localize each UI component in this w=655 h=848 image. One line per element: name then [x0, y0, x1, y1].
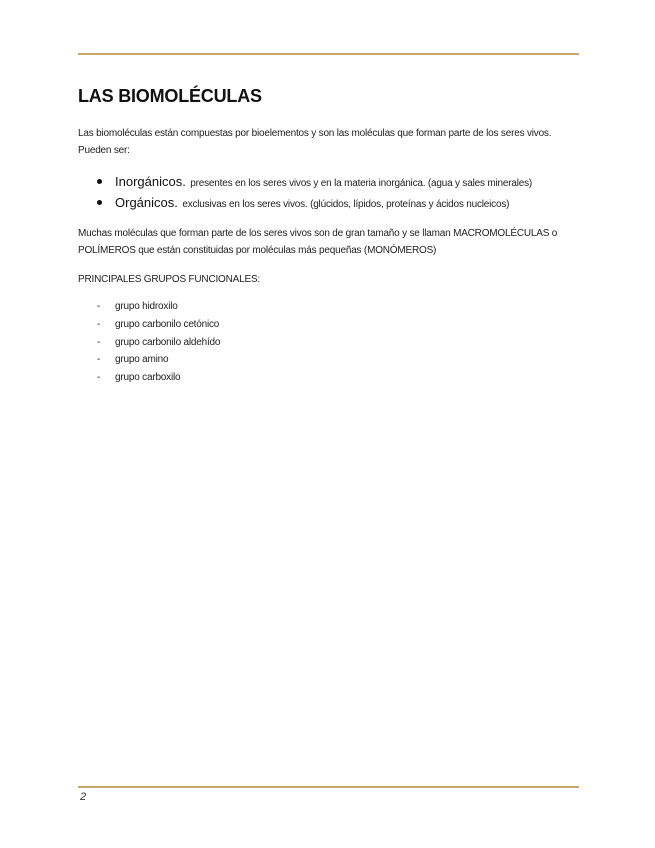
- intro-paragraph: Las biomoléculas están compuestas por bioelementos y son las moléculas que forman parte de los seres vivos. Pueden ser:: [78, 128, 552, 156]
- macromolecules-paragraph: Muchas moléculas que forman parte de los seres vivos son de gran tamaño y se llaman MACROMOLÉCULAS o POLÍMEROS que están constituidas por moléculas más pequeñas (MONÓMEROS): [78, 228, 558, 256]
- functional-groups-list: [78, 298, 583, 387]
- bullet-term: Orgánicos.: [115, 195, 178, 210]
- list-item: [78, 192, 583, 213]
- dash-marker: -: [97, 354, 101, 366]
- page-title: LAS BIOMOLÉCULAS: [78, 86, 262, 106]
- dash-marker: -: [97, 301, 101, 312]
- bullet-description: exclusivas en los seres vivos. (glúcidos, lípidos, proteínas y ácidos nucleicos): [182, 199, 510, 210]
- list-item: [78, 316, 583, 334]
- group-label: grupo hidroxilo: [115, 301, 178, 312]
- group-label: grupo carbonilo aldehído: [115, 336, 221, 348]
- functional-groups-heading: PRINCIPALES GRUPOS FUNCIONALES:: [78, 274, 260, 285]
- dash-marker: -: [97, 336, 101, 348]
- list-item: [78, 334, 583, 352]
- dash-marker: -: [97, 372, 101, 384]
- list-item: [78, 298, 583, 316]
- page-number: 2: [80, 791, 87, 803]
- list-item: [78, 351, 583, 369]
- list-item: [78, 369, 583, 387]
- group-label: grupo carbonilo cetónico: [115, 318, 220, 330]
- group-label: grupo amino: [115, 354, 169, 366]
- header-rule: [78, 53, 579, 55]
- dash-marker: -: [97, 318, 101, 330]
- bullet-term: Inorgánicos.: [115, 174, 186, 189]
- footer-rule: [78, 786, 579, 788]
- group-label: grupo carboxilo: [115, 372, 181, 384]
- bullet-description: presentes en los seres vivos y en la materia inorgánica. (agua y sales minerales): [190, 178, 533, 189]
- page-content: [78, 86, 583, 387]
- list-item: [78, 171, 583, 192]
- bullet-icon: [97, 200, 102, 205]
- bullet-icon: [97, 179, 102, 184]
- biomolecule-types-list: [78, 171, 583, 213]
